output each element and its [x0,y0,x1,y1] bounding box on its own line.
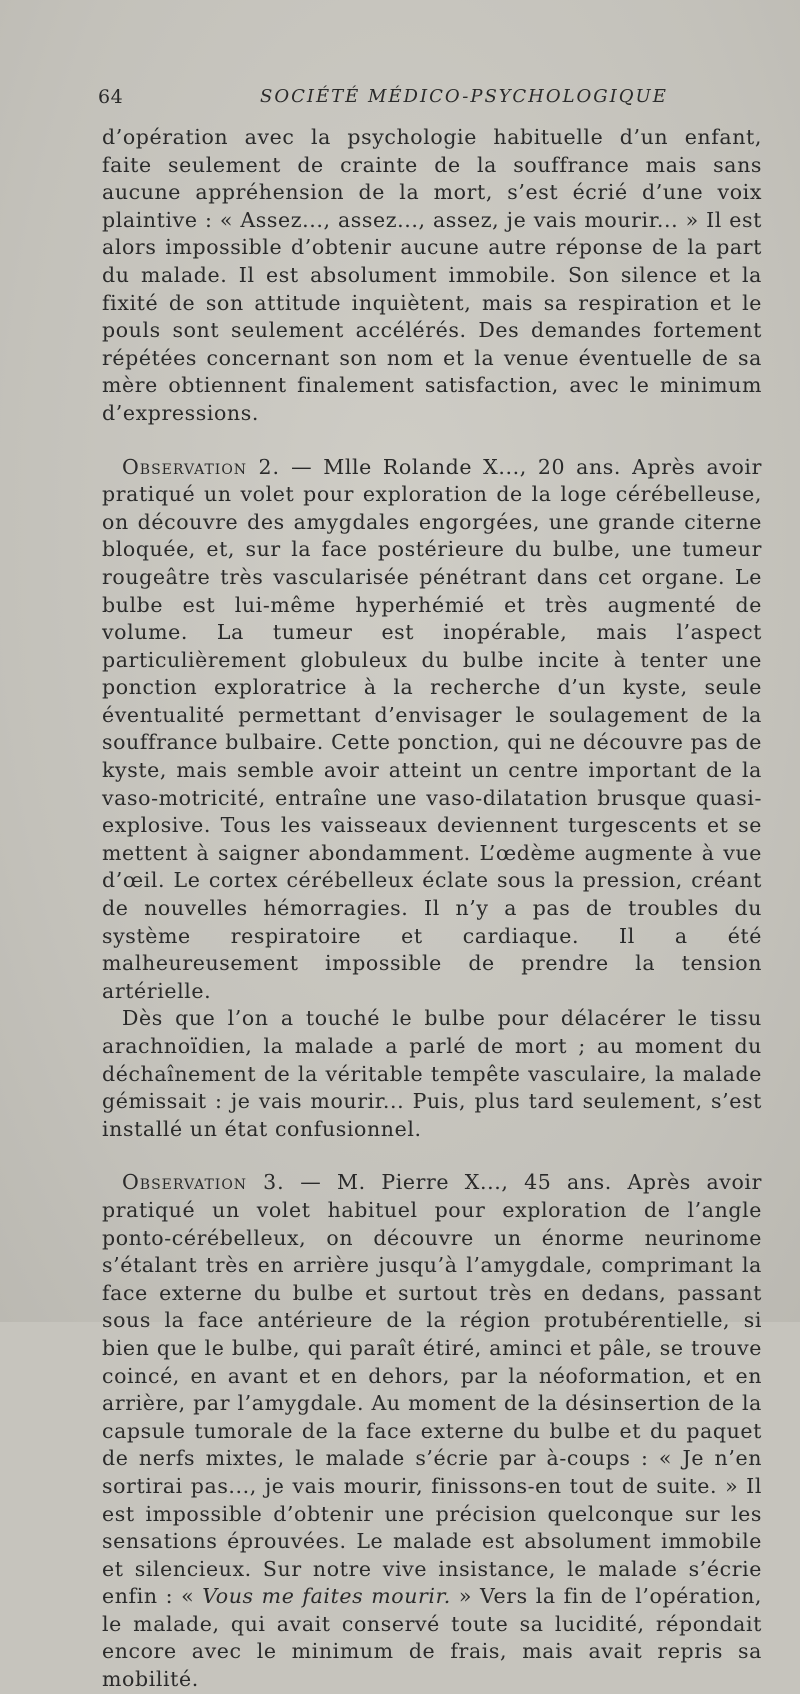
observation-2-followup: Dès que l’on a touché le bulbe pour délacérer le tissu arachnoïdien, la malade a parlé de mort ; au moment du déchaînement de la véritable tempête vasculaire, la malade gémissait : je vais mourir... Puis, plus tard seulement, s’est installé un état confusionnel. [102,1006,762,1141]
observation-3-quote-italic: Vous me faites mourir. [202,1584,451,1609]
running-head [98,86,758,114]
observation-2-heading: Observation 2. [122,454,281,479]
observation-3-heading: Observation 3. [122,1170,285,1195]
page-number: 64 [98,86,124,108]
body-text [102,124,762,1694]
paragraph-continuation: d’opération avec la psychologie habituelle d’un enfant, faite seulement de crainte de la souffrance mais sans aucune appréhension de la mort, s’est écrié d’une voix plaintive : « Assez..., assez..., assez, je vais mourir... » Il est alors impossible d’obtenir aucune autre réponse de la part du malade. Il est absolument immobile. Son silence et la fixité de son attitude inquiètent, mais sa respiration et le pouls sont seulement accélérés. Des demandes fortement répétées concernant son nom et la venue éventuelle de sa mère obtiennent finalement satisfaction, avec le minimum d’expressions. [102,125,762,425]
journal-title: SOCIÉTÉ MÉDICO-PSYCHOLOGIQUE [260,86,668,107]
observation-2-paragraph [102,454,762,1006]
observation-3-paragraph [102,1169,762,1693]
observation-3-text-a: — M. Pierre X..., 45 ans. Après avoir pratiqué un volet habituel pour exploration de l’angle ponto-cérébelleux, on découvre un énorme neurinome s’étalant très en arrière jusqu’à l’amygdale, comprimant la face externe du bulbe et surtout très en dedans, passant sous la face antérieure de la région protubérentielle, si bien que le bulbe, qui paraît étiré, aminci et pâle, se trouve coincé, en avant et en dehors, par la néoformation, et en arrière, par l’amygdale. Au moment de la désinsertion de la capsule tumorale de la face externe du bulbe et du paquet de nerfs mixtes, le malade s’écrie par à-coups : « Je n’en sortirai pas..., je vais mourir, finissons-en tout de suite. » Il est impossible d’obtenir une précision quelconque sur les sensations éprouvées. Le malade est absolument immobile et silencieux. Sur notre vive insistance, le malade s’écrie enfin : « [102,1170,762,1609]
observation-2-text: — Mlle Rolande X..., 20 ans. Après avoir pratiqué un volet pour exploration de la loge cérébelleuse, on découvre des amygdales engorgées, une grande citerne bloquée, et, sur la face postérieure du bulbe, une tumeur rougeâtre très vascularisée pénétrant dans cet organe. Le bulbe est lui-même hyperhémié et très augmenté de volume. La tumeur est inopérable, mais l’aspect particulièrement globuleux du bulbe incite à tenter une ponction exploratrice à la recherche d’un kyste, seule éventualité permettant d’envisager le soulagement de la souffrance bulbaire. Cette ponction, qui ne découvre pas de kyste, mais semble avoir atteint un centre important de la vaso-motricité, entraîne une vaso-dilatation brusque quasi-explosive. Tous les vaisseaux deviennent turgescents et se mettent à saigner abondamment. L’œdème augmente à vue d’œil. Le cortex cérébelleux éclate sous la pression, créant de nouvelles hémorragies. Il n’y a pas de troubles du système respiratoire et cardiaque. Il a été malheureusement impossible de prendre la tension artérielle. [102,454,762,1003]
observation-3-text-b: » Vers la fin de l’opération, le malade, qui avait conservé toute sa lucidité, répondait encore avec le minimum de frais, mais avait repris sa mobilité. [102,1584,762,1692]
